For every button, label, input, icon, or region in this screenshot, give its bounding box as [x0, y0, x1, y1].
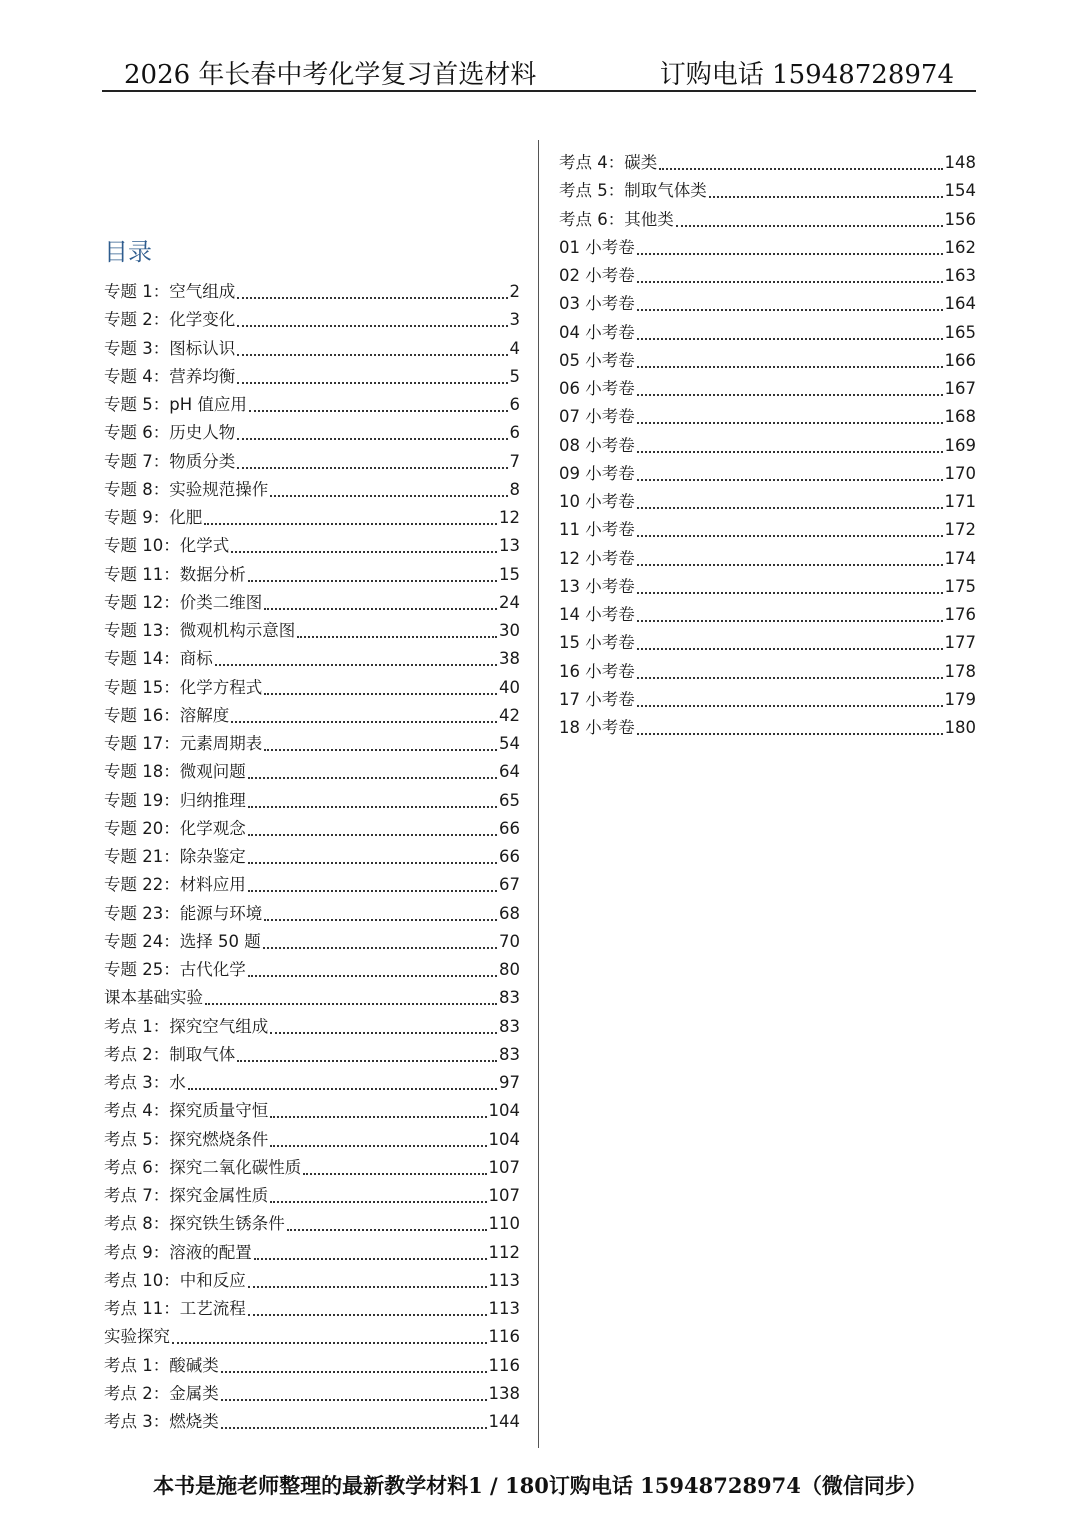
toc-entry-label: 13 小考卷: [559, 576, 635, 596]
toc-entry-label: 01 小考卷: [559, 237, 635, 257]
toc-entry-label: 专题 16：溶解度: [104, 705, 230, 725]
toc-entry[interactable]: [559, 234, 976, 262]
toc-entry-page: 104: [488, 1129, 520, 1149]
toc-entry-page: 5: [509, 366, 520, 386]
toc-entry[interactable]: [559, 149, 976, 177]
toc-entry[interactable]: [104, 645, 520, 673]
toc-entry[interactable]: [104, 702, 520, 730]
toc-entry-label: 专题 14：商标: [104, 649, 213, 669]
dot-leader: [637, 253, 943, 255]
toc-entry-label: 专题 3：图标认识: [104, 338, 236, 358]
dot-leader: [270, 1201, 486, 1203]
toc-entry-page: 8: [509, 479, 520, 499]
toc-entry-page: 178: [944, 661, 976, 681]
toc-entry-page: 112: [488, 1242, 520, 1262]
toc-entry-page: 144: [488, 1412, 520, 1431]
toc-entry[interactable]: [559, 290, 976, 318]
dot-leader: [637, 648, 943, 650]
dot-leader: [637, 366, 943, 368]
toc-entry-label: 专题 15：化学方程式: [104, 677, 263, 697]
toc-entry-label: 考点 5：探究燃烧条件: [104, 1129, 269, 1149]
dot-leader: [637, 535, 943, 537]
toc-entry[interactable]: [104, 730, 520, 758]
toc-entry-label: 考点 1：探究空气组成: [104, 1016, 269, 1036]
toc-entry[interactable]: [104, 928, 520, 956]
toc-entry[interactable]: [104, 532, 520, 560]
toc-entry[interactable]: [104, 984, 520, 1012]
toc-entry-page: 165: [944, 322, 976, 342]
toc-entry[interactable]: [104, 1013, 520, 1041]
toc-entry[interactable]: [559, 516, 976, 544]
toc-entry-label: 专题 7：物质分类: [104, 451, 236, 471]
toc-entry-page: 156: [944, 209, 976, 229]
toc-entry-page: 40: [499, 677, 520, 697]
toc-entry-label: 专题 10：化学式: [104, 536, 230, 556]
toc-entry[interactable]: [104, 1182, 520, 1210]
dot-leader: [297, 636, 497, 638]
page-header: [102, 52, 976, 92]
dot-leader: [637, 564, 943, 566]
dot-leader: [303, 1173, 486, 1175]
toc-entry[interactable]: [104, 956, 520, 984]
toc-entry[interactable]: [559, 629, 976, 657]
toc-entry[interactable]: [559, 262, 976, 290]
toc-entry-label: 考点 10：中和反应: [104, 1270, 246, 1290]
toc-entry-page: 83: [499, 1016, 520, 1036]
toc-entry-page: 107: [488, 1157, 520, 1177]
toc-entry-page: 38: [499, 649, 520, 669]
toc-entry-page: 116: [488, 1327, 520, 1347]
toc-entry[interactable]: [104, 1069, 520, 1097]
toc-entry[interactable]: [559, 206, 976, 234]
toc-entry[interactable]: [559, 460, 976, 488]
toc-entry-label: 专题 13：微观机构示意图: [104, 621, 296, 640]
toc-entry[interactable]: [559, 714, 976, 742]
toc-entry-label: 实验探究: [104, 1327, 170, 1347]
toc-entry-page: 180: [944, 718, 976, 737]
dot-leader: [637, 677, 943, 679]
dot-leader: [637, 592, 943, 594]
toc-entry[interactable]: [559, 432, 976, 460]
dot-leader: [248, 1314, 487, 1316]
toc-entry-page: 13: [499, 536, 520, 556]
toc-entry-label: 14 小考卷: [559, 605, 635, 624]
toc-entry[interactable]: [104, 1239, 520, 1267]
toc-entry-page: 67: [499, 875, 520, 895]
toc-entry-page: 2: [509, 282, 520, 301]
toc-entry-label: 专题 19：归纳推理: [104, 790, 246, 810]
toc-entry-label: 17 小考卷: [559, 689, 635, 709]
dot-leader: [237, 438, 507, 440]
toc-entry-page: 66: [499, 847, 520, 866]
toc-entry[interactable]: [104, 674, 520, 702]
dot-leader: [270, 1145, 486, 1147]
toc-entry-label: 18 小考卷: [559, 718, 635, 737]
dot-leader: [204, 523, 497, 525]
toc-entry-label: 专题 1：空气组成: [104, 282, 236, 301]
toc-entry-page: 15: [499, 564, 520, 584]
toc-entry[interactable]: [104, 1154, 520, 1182]
toc-entry-page: 172: [944, 520, 976, 540]
toc-entry-page: 107: [488, 1186, 520, 1205]
toc-entry-label: 考点 5：制取气体类: [559, 181, 707, 201]
toc-entry-label: 12 小考卷: [559, 548, 635, 568]
toc-entry-label: 考点 2：金属类: [104, 1383, 219, 1403]
toc-entry-label: 考点 9：溶液的配置: [104, 1242, 252, 1262]
toc-entry-page: 12: [499, 508, 520, 527]
toc-entry-label: 专题 2：化学变化: [104, 310, 236, 330]
toc-entry-page: 30: [499, 621, 520, 640]
toc-entry-page: 116: [488, 1355, 520, 1375]
document-title: 2026 年长春中考化学复习首选材料: [124, 60, 537, 90]
toc-entry-page: 154: [944, 181, 976, 201]
toc-entry-label: 考点 7：探究金属性质: [104, 1186, 269, 1205]
dot-leader: [248, 1286, 487, 1288]
dot-leader: [264, 608, 497, 610]
toc-entry-label: 专题 18：微观问题: [104, 762, 246, 782]
dot-leader: [637, 394, 943, 396]
toc-entry-page: 104: [488, 1101, 520, 1121]
toc-entry-page: 68: [499, 903, 520, 923]
toc-entry[interactable]: [559, 488, 976, 516]
toc-entry[interactable]: [559, 319, 976, 347]
toc-entry-page: 138: [488, 1383, 520, 1403]
toc-entry-label: 专题 11：数据分析: [104, 564, 246, 584]
toc-entry[interactable]: [104, 391, 520, 419]
toc-entry[interactable]: [559, 658, 976, 686]
toc-entry-page: 97: [499, 1073, 520, 1092]
toc-entry[interactable]: [104, 561, 520, 589]
toc-entry[interactable]: [559, 177, 976, 205]
toc-entry-label: 专题 5：pH 值应用: [104, 395, 247, 414]
toc-entry-label: 07 小考卷: [559, 407, 635, 427]
toc-entry-label: 05 小考卷: [559, 350, 635, 370]
dot-leader: [637, 507, 943, 509]
toc-entry[interactable]: [104, 900, 520, 928]
dot-leader: [221, 1371, 487, 1373]
dot-leader: [248, 806, 497, 808]
dot-leader: [237, 297, 507, 299]
toc-entry[interactable]: [104, 1323, 520, 1351]
toc-entry[interactable]: [104, 476, 520, 504]
toc-entry-label: 考点 6：探究二氧化碳性质: [104, 1157, 302, 1177]
toc-entry-page: 64: [499, 762, 520, 782]
dot-leader: [248, 580, 497, 582]
toc-entry[interactable]: [104, 278, 520, 306]
dot-leader: [709, 196, 943, 198]
dot-leader: [215, 664, 497, 666]
toc-entry-label: 04 小考卷: [559, 322, 635, 342]
toc-entry-label: 考点 8：探究铁生锈条件: [104, 1214, 285, 1234]
toc-entry-label: 09 小考卷: [559, 463, 635, 483]
dot-leader: [205, 1003, 497, 1005]
dot-leader: [188, 1088, 497, 1090]
toc-entry-page: 176: [944, 605, 976, 624]
toc-entry[interactable]: [104, 1126, 520, 1154]
toc-entry[interactable]: [104, 1295, 520, 1323]
dot-leader: [270, 1032, 497, 1034]
toc-entry[interactable]: [104, 871, 520, 899]
toc-entry-label: 考点 6：其他类: [559, 209, 674, 229]
toc-entry-page: 171: [944, 492, 976, 511]
dot-leader: [637, 620, 943, 622]
dot-leader: [637, 733, 943, 735]
toc-entry-page: 7: [509, 451, 520, 471]
toc-entry[interactable]: [104, 1041, 520, 1069]
toc-entry[interactable]: [559, 686, 976, 714]
toc-entry-label: 08 小考卷: [559, 435, 635, 455]
dot-leader: [637, 338, 943, 340]
toc-entry[interactable]: [559, 403, 976, 431]
dot-leader: [637, 479, 943, 481]
dot-leader: [264, 693, 497, 695]
toc-entry-page: 70: [499, 931, 520, 951]
dot-leader: [637, 309, 943, 311]
dot-leader: [248, 834, 497, 836]
toc-entry[interactable]: [104, 306, 520, 334]
toc-entry[interactable]: [559, 375, 976, 403]
dot-leader: [270, 1116, 486, 1118]
toc-entry-page: 6: [509, 423, 520, 443]
toc-entry[interactable]: [104, 617, 520, 645]
toc-entry-label: 11 小考卷: [559, 520, 635, 540]
toc-entry[interactable]: [559, 573, 976, 601]
toc-entry-page: 4: [509, 338, 520, 358]
order-phone: 订购电话 15948728974: [659, 60, 954, 90]
toc-entry[interactable]: [104, 1267, 520, 1295]
toc-entry[interactable]: [104, 1380, 520, 1408]
toc-entry-label: 专题 20：化学观念: [104, 818, 246, 838]
toc-entry-label: 专题 17：元素周期表: [104, 734, 263, 753]
dot-leader: [249, 410, 508, 412]
toc-entry[interactable]: [104, 419, 520, 447]
toc-entry-label: 06 小考卷: [559, 379, 635, 398]
column-divider: [538, 140, 539, 1448]
toc-entry-label: 考点 1：酸碱类: [104, 1355, 219, 1375]
toc-entry-label: 考点 2：制取气体: [104, 1044, 236, 1064]
toc-entry-page: 66: [499, 818, 520, 838]
toc-entry[interactable]: [559, 545, 976, 573]
dot-leader: [637, 451, 943, 453]
dot-leader: [221, 1427, 487, 1429]
toc-entry-page: 110: [488, 1214, 520, 1234]
page-footer: 本书是施老师整理的最新教学材料1 / 180订购电话 15948728974（微信同步）: [153, 1473, 927, 1498]
dot-leader: [237, 354, 507, 356]
toc-entry-page: 80: [499, 960, 520, 979]
toc-entry-label: 考点 3：水: [104, 1073, 186, 1092]
toc-entry-label: 专题 6：历史人物: [104, 423, 236, 443]
toc-entry[interactable]: [104, 1210, 520, 1238]
dot-leader: [248, 777, 497, 779]
toc-entry[interactable]: [104, 1408, 520, 1436]
toc-entry-label: 专题 21：除杂鉴定: [104, 847, 246, 866]
dot-leader: [659, 168, 942, 170]
toc-entry-label: 专题 9：化肥: [104, 508, 203, 527]
dot-leader: [637, 705, 943, 707]
toc-entry-page: 113: [488, 1299, 520, 1318]
toc-entry-page: 175: [944, 576, 976, 596]
toc-entry[interactable]: [104, 815, 520, 843]
dot-leader: [248, 975, 497, 977]
toc-entry-page: 6: [509, 395, 520, 414]
toc-entry-page: 162: [944, 237, 976, 257]
toc-entry[interactable]: [104, 1097, 520, 1125]
toc-entry-label: 课本基础实验: [104, 988, 203, 1008]
toc-entry-label: 10 小考卷: [559, 492, 635, 511]
dot-leader: [237, 467, 507, 469]
toc-left-column: [104, 278, 520, 1436]
dot-leader: [287, 1229, 487, 1231]
dot-leader: [237, 325, 507, 327]
dot-leader: [221, 1399, 487, 1401]
dot-leader: [172, 1342, 487, 1344]
toc-entry-page: 3: [509, 310, 520, 330]
dot-leader: [637, 422, 943, 424]
toc-entry[interactable]: [104, 843, 520, 871]
toc-entry-page: 164: [944, 294, 976, 314]
toc-entry-page: 177: [944, 633, 976, 653]
toc-entry[interactable]: [104, 1352, 520, 1380]
toc-entry-label: 专题 12：价类二维图: [104, 592, 263, 612]
toc-entry-page: 168: [944, 407, 976, 427]
toc-entry-page: 148: [944, 153, 976, 172]
toc-entry-label: 考点 4：探究质量守恒: [104, 1101, 269, 1121]
toc-entry-label: 考点 4：碳类: [559, 153, 658, 172]
toc-entry-label: 专题 22：材料应用: [104, 875, 246, 895]
toc-entry[interactable]: [559, 347, 976, 375]
toc-entry-page: 113: [488, 1270, 520, 1290]
toc-entry[interactable]: [559, 601, 976, 629]
dot-leader: [264, 919, 497, 921]
toc-entry-label: 考点 3：燃烧类: [104, 1412, 219, 1431]
toc-entry-page: 174: [944, 548, 976, 568]
toc-entry-page: 167: [944, 379, 976, 398]
toc-entry-label: 考点 11：工艺流程: [104, 1299, 246, 1318]
toc-entry-label: 专题 23：能源与环境: [104, 903, 263, 923]
toc-entry[interactable]: [104, 448, 520, 476]
toc-entry-page: 83: [499, 1044, 520, 1064]
toc-entry-label: 专题 25：古代化学: [104, 960, 246, 979]
toc-entry-page: 179: [944, 689, 976, 709]
dot-leader: [263, 947, 497, 949]
toc-entry-label: 15 小考卷: [559, 633, 635, 653]
dot-leader: [231, 721, 497, 723]
dot-leader: [231, 551, 497, 553]
toc-entry-label: 专题 8：实验规范操作: [104, 479, 269, 499]
dot-leader: [264, 749, 497, 751]
toc-entry-label: 02 小考卷: [559, 266, 635, 285]
toc-entry[interactable]: [104, 363, 520, 391]
dot-leader: [237, 1060, 497, 1062]
toc-entry-label: 专题 4：营养均衡: [104, 366, 236, 386]
toc-entry-page: 42: [499, 705, 520, 725]
toc-entry-page: 170: [944, 463, 976, 483]
dot-leader: [270, 495, 507, 497]
dot-leader: [254, 1258, 487, 1260]
dot-leader: [637, 281, 943, 283]
dot-leader: [248, 862, 497, 864]
toc-entry-page: 24: [499, 592, 520, 612]
toc-entry[interactable]: [104, 758, 520, 786]
toc-heading: 目录: [104, 238, 152, 266]
toc-entry-label: 专题 24：选择 50 题: [104, 931, 261, 951]
toc-entry-page: 163: [944, 266, 976, 285]
toc-entry-page: 54: [499, 734, 520, 753]
toc-entry[interactable]: [104, 787, 520, 815]
dot-leader: [237, 382, 507, 384]
toc-right-column: [559, 149, 976, 742]
toc-entry[interactable]: [104, 504, 520, 532]
dot-leader: [676, 225, 943, 227]
toc-entry-page: 83: [499, 988, 520, 1008]
toc-entry-label: 16 小考卷: [559, 661, 635, 681]
toc-entry-page: 65: [499, 790, 520, 810]
toc-entry[interactable]: [104, 589, 520, 617]
toc-entry[interactable]: [104, 335, 520, 363]
dot-leader: [248, 890, 497, 892]
toc-entry-page: 169: [944, 435, 976, 455]
toc-entry-label: 03 小考卷: [559, 294, 635, 314]
toc-entry-page: 166: [944, 350, 976, 370]
